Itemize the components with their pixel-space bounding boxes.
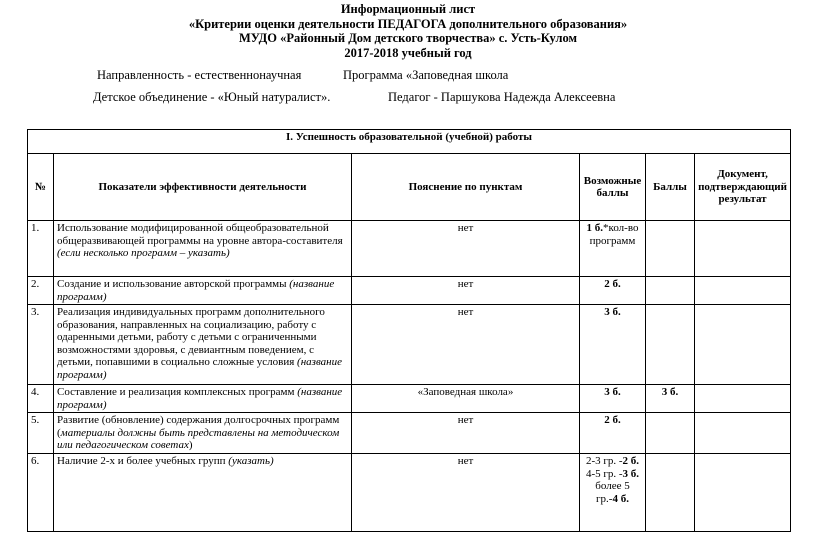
col-header-num: №: [28, 154, 54, 221]
row-explanation: нет: [352, 305, 580, 385]
indicator-text: Создание и использование авторской программы: [57, 278, 287, 290]
row-num: 5.: [28, 413, 54, 454]
row-indicator: [54, 305, 352, 385]
criteria-table: [27, 129, 791, 532]
direction-field: Направленность - естественнонаучная: [97, 68, 302, 82]
col-header-indicator: Показатели эффективности деятельности: [54, 154, 352, 221]
program-field: Программа «Заповедная школа: [343, 68, 509, 82]
row-num: 3.: [28, 305, 54, 385]
header-year: 2017-2018 учебный год: [344, 45, 472, 60]
row-explanation: «Заповедная школа»: [352, 385, 580, 413]
possible-label: 4-5 гр. -: [585, 467, 623, 480]
row-num: 6.: [28, 454, 54, 532]
possible-line: [583, 455, 642, 468]
row-points[interactable]: [646, 413, 695, 454]
table-row: [28, 221, 791, 277]
possible-note: *кол-во программ: [589, 222, 639, 247]
possible-value: 3 б.: [604, 386, 621, 398]
table-row: [28, 305, 791, 385]
row-possible: [580, 413, 646, 454]
row-points[interactable]: [646, 385, 695, 413]
row-num: 1.: [28, 221, 54, 277]
row-indicator: [54, 221, 352, 277]
indicator-text: Развитие (обновление) содержания долгосрочных программ (: [57, 414, 340, 439]
row-possible: [580, 454, 646, 532]
row-explanation: нет: [352, 221, 580, 277]
row-document[interactable]: [695, 385, 791, 413]
indicator-note: (если несколько программ – указать): [57, 247, 230, 259]
table-header-row: [28, 154, 791, 221]
indicator-text: Составление и реализация комплексных программ: [57, 386, 295, 398]
row-possible: [580, 385, 646, 413]
possible-value: 3 б.: [604, 306, 621, 318]
col-header-explanation: Пояснение по пунктам: [352, 154, 580, 221]
association-field: Детское объединение - «Юный натуралист».: [93, 90, 331, 104]
possible-value: 2 б.: [622, 455, 640, 467]
table-row: [28, 385, 791, 413]
row-explanation: нет: [352, 454, 580, 532]
col-header-document: Документ, подтверждающий результат: [695, 154, 791, 221]
indicator-text: Наличие 2-х и более учебных групп: [57, 455, 226, 467]
row-document[interactable]: [695, 277, 791, 305]
table-row: [28, 277, 791, 305]
row-points[interactable]: [646, 454, 695, 532]
row-document[interactable]: [695, 305, 791, 385]
row-indicator: [54, 454, 352, 532]
row-document[interactable]: [695, 454, 791, 532]
possible-value: 2 б.: [604, 414, 621, 426]
row-possible: [580, 305, 646, 385]
document-header: [0, 2, 816, 60]
points-value: 3 б.: [661, 386, 679, 398]
possible-label: 2-3 гр. -: [585, 455, 623, 467]
row-document[interactable]: [695, 413, 791, 454]
indicator-note: (название программ): [57, 386, 343, 411]
table-row: [28, 454, 791, 532]
indicator-note: (название программ): [57, 356, 342, 381]
row-explanation: нет: [352, 413, 580, 454]
section-title: I. Успешность образовательной (учебной) работы: [28, 130, 791, 154]
possible-value: 4 б.: [612, 492, 629, 505]
row-possible: [580, 277, 646, 305]
indicator-text: Реализация индивидуальных программ дополнительного образования, направленных на социализацию, работу с одаренными детьми, работу с детьми с ограниченными возможностями здоровья, с девиантным поведением, с детьми, попавшими в социально сложные условия: [57, 306, 325, 368]
row-points[interactable]: [646, 277, 695, 305]
row-num: 2.: [28, 277, 54, 305]
row-indicator: [54, 413, 352, 454]
indicator-text: Использование модифицированной общеобразовательной общеразвивающей программы на уровне автора-составителя: [57, 222, 343, 247]
indicator-note: материалы должны быть представлены на методическом или педагогическом советах: [57, 426, 340, 451]
header-criteria: «Критерии оценки деятельности ПЕДАГОГА дополнительного образования»: [188, 16, 628, 31]
col-header-points: Баллы: [646, 154, 695, 221]
row-num: 4.: [28, 385, 54, 413]
possible-value: 2 б.: [604, 278, 621, 290]
possible-value: 1 б.: [586, 222, 604, 234]
row-points[interactable]: [646, 305, 695, 385]
row-indicator: [54, 277, 352, 305]
table-row: [28, 413, 791, 454]
possible-line: [583, 480, 642, 505]
header-title: Информационный лист: [340, 2, 476, 16]
possible-value: 3 б.: [622, 467, 640, 480]
teacher-field: Педагог - Паршукова Надежда Алексеевна: [388, 90, 616, 104]
row-indicator: [54, 385, 352, 413]
indicator-note: (название программ): [57, 278, 335, 303]
possible-label: более 5 гр.-: [595, 480, 630, 505]
col-header-possible: Возможные баллы: [580, 154, 646, 221]
row-document[interactable]: [695, 221, 791, 277]
indicator-note: (указать): [228, 455, 274, 467]
header-institution: МУДО «Районный Дом детского творчества» с. Усть-Кулом: [238, 31, 578, 45]
possible-line: [583, 468, 642, 481]
row-possible: [580, 221, 646, 277]
row-explanation: нет: [352, 277, 580, 305]
indicator-text-end: ): [188, 439, 193, 451]
row-points[interactable]: [646, 221, 695, 277]
